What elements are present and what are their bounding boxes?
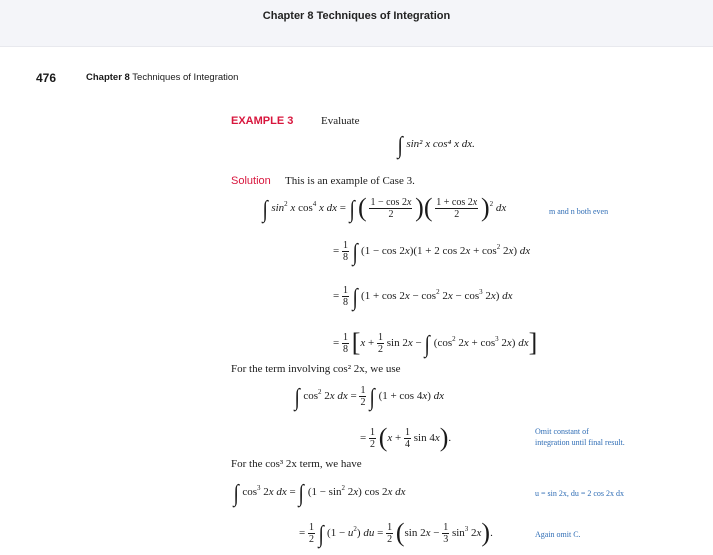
running-head-title: Techniques of Integration	[132, 72, 239, 83]
fraction-one-eighth: $\frac{1}{8}$	[342, 240, 348, 263]
fraction-one-eighth: $\frac{1}{8}$	[342, 331, 348, 355]
margin-note-again: Again omit C.	[535, 530, 581, 539]
integral-sign: ∫	[318, 522, 324, 548]
solution-intro: This is an example of Case 3.	[285, 175, 415, 187]
equation-step-5: ∫ $\cos^2 2x$ dx = $\frac{1}{2}$ ∫ (1 + cos 4x) dx	[294, 385, 445, 412]
bracket-close: ]	[528, 328, 538, 357]
example-label: EXAMPLE 3	[231, 115, 294, 127]
paren-open: (	[395, 518, 405, 547]
solution-label: Solution	[231, 175, 271, 187]
equation-step-7: ∫ $\cos^3 2x$ dx = ∫ $(1 - \sin^2 2x)$ cos 2x dx	[233, 481, 406, 507]
paren-open: (	[423, 193, 433, 222]
equation-step-3: = $\frac{1}{8}$ ∫ $(1 + \cos 2x - \cos^2 2x - \cos^3 2x)$ dx	[333, 285, 513, 312]
eq-lhs: $\sin^2 x$ $\cos^4 x$ dx =	[271, 200, 349, 214]
fraction-one-plus-cos: $\frac{1 + \cos 2x}{2}$	[436, 196, 478, 220]
viewer-toolbar	[0, 0, 713, 47]
integral-sign: ∫	[352, 240, 358, 267]
fraction-one-fourth: $\frac{1}{4}$	[405, 426, 410, 450]
paren-open: (	[378, 423, 388, 452]
paren-open: (	[358, 193, 367, 222]
equation-step-4: = $\frac{1}{8}$ [x + $\frac{1}{2}$ sin 2x − ∫ ($\cos^2$ $2x + \cos^3 2x$) dx]	[333, 328, 538, 358]
running-head	[86, 72, 238, 83]
text-term-cos2: For the term involving cos² 2x, we use	[231, 363, 401, 375]
text-term-cos3: For the cos³ 2x term, we have	[231, 458, 362, 470]
margin-note-omit	[535, 426, 625, 448]
fraction-one-half: $\frac{1}{2}$	[308, 521, 314, 545]
fraction-one-minus-cos: $\frac{1 - \cos 2x}{2}$	[370, 196, 412, 220]
integral-sign: ∫	[233, 481, 239, 507]
integral-sign: ∫	[369, 385, 376, 412]
fraction-one-eighth: $\frac{1}{8}$	[342, 285, 348, 308]
fraction-one-half: $\frac{1}{2}$	[378, 331, 383, 355]
integral-sign: ∫	[349, 197, 355, 223]
fraction-one-third: $\frac{1}{3}$	[443, 521, 449, 545]
fraction-one-half: $\frac{1}{2}$	[387, 521, 393, 545]
bracket-open: [	[351, 328, 361, 357]
fraction-one-half: $\frac{1}{2}$	[369, 426, 375, 450]
equation-step-8: = $\frac{1}{2}$ ∫ $(1 - u^2)$ du = $\frac{1}{2}$ (sin 2x − $\frac{1}{3}$ $\sin^3 2x$).	[299, 518, 493, 548]
running-head-chapter: Chapter 8	[86, 72, 130, 83]
integral-sign: ∫	[425, 332, 431, 358]
integral-sign: ∫	[262, 197, 268, 223]
integral-sign: ∫	[299, 481, 305, 507]
margin-note-substitution: u = sin 2x, du = 2 cos 2x dx	[535, 489, 625, 498]
paren-close: )	[480, 193, 490, 222]
differential: dx	[495, 202, 507, 214]
book-page[interactable]	[0, 47, 713, 555]
equation-step-2: = $\frac{1}{8}$ ∫ (1 − cos 2x)(1 + 2 $\cos 2x + \cos^2 2x$) dx	[333, 240, 531, 267]
margin-note-omit-line1: Omit constant of	[535, 427, 589, 436]
paren-close: )	[415, 193, 424, 222]
equation-step-1: ∫ $\sin^2 x$ $\cos^4 x$ dx = ∫ ( $\frac{1 - \cos 2x}{2}$ )( $\frac{1 + \cos 2x}{2}$ )$^2$ dx	[262, 193, 507, 223]
paren-close: )	[481, 518, 491, 547]
example-instruction: Evaluate	[321, 115, 360, 127]
equation-step-6: = $\frac{1}{2}$ (x + $\frac{1}{4}$ sin 4x).	[360, 423, 452, 452]
page-number: 476	[36, 71, 57, 85]
fraction-one-half: $\frac{1}{2}$	[360, 385, 366, 408]
equation-problem	[397, 133, 475, 160]
integral-sign: ∫	[397, 133, 403, 159]
paren-close: )	[439, 423, 449, 452]
margin-note-omit-line2: integration until final result.	[535, 438, 625, 447]
integral-sign: ∫	[294, 385, 300, 412]
problem-integrand: sin² x cos⁴ x dx.	[406, 138, 475, 150]
integral-sign: ∫	[352, 285, 358, 312]
margin-note-even: m and n both even	[549, 207, 609, 216]
document-title: Chapter 8 Techniques of Integration	[262, 10, 451, 22]
